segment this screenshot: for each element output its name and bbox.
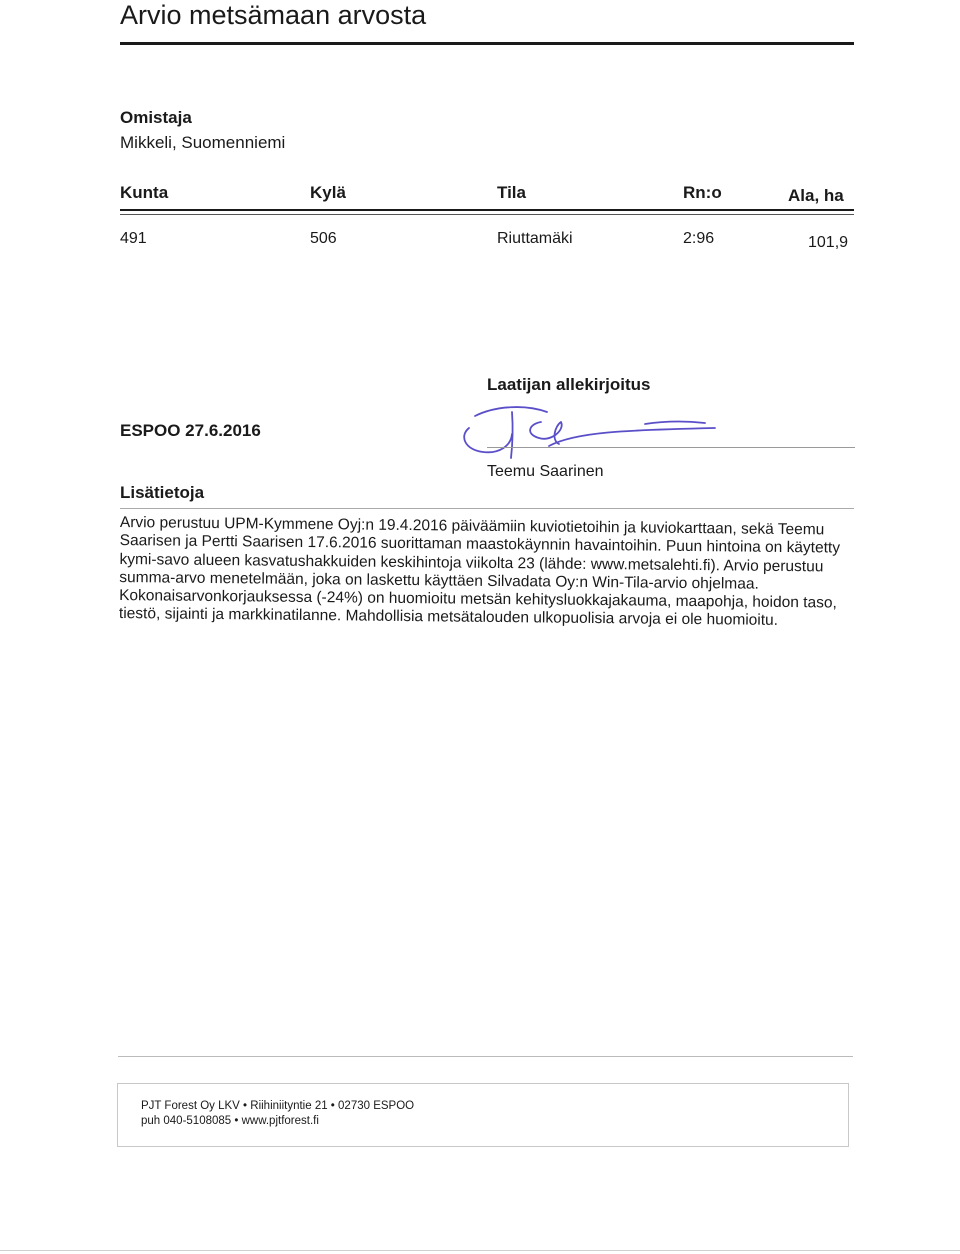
owner-heading: Omistaja bbox=[120, 108, 192, 127]
footer-contact: puh 040-5108085 • www.pjtforest.fi bbox=[141, 1115, 319, 1127]
value-ala: 101,9 bbox=[808, 234, 849, 251]
header-tila: Tila bbox=[497, 183, 526, 202]
value-kyla: 506 bbox=[310, 230, 337, 247]
handwritten-signature bbox=[455, 400, 745, 470]
value-rno: 2:96 bbox=[683, 230, 715, 247]
additional-info-text: Arvio perustuu UPM-Kymmene Oyj:n 19.4.2016 päiväämiin kuviotietoihin ja kuviokarttaan, sekä Teemu Saarisen ja Pertti Saarisen 17.6.2016 suorittaman maastokäynnin havaintoihin. Puun hintoina on käytetty kymi-savo alueen kasvatushakkuiden keskihintoja viikolta 23 (lähde: www.metsalehti.fi). Arvio perustuu summa-arvo menetelmään, joka on laskettu käyttäen Silvadata Oy:n Win-Tila-arvio ohjelmaa. Kokonaisarvonkorjauksessa (-24%) on huomioitu metsän kehitysluokkajakauma, maapohja, hoidon taso, tiestö, sijainti ja markkinatilanne. Mahdollisia metsätalouden ulkopuolisia arvoja ei ole huomioitu. bbox=[118, 514, 841, 630]
page-bottom-rule bbox=[0, 1250, 960, 1251]
value-tila: Riuttamäki bbox=[497, 230, 573, 247]
table-header-rule-thin bbox=[120, 214, 854, 215]
owner-value: Mikkeli, Suomenniemi bbox=[120, 133, 286, 152]
header-rno: Rn:o bbox=[683, 183, 722, 202]
header-kyla: Kylä bbox=[310, 183, 346, 202]
additional-info-heading: Lisätietoja bbox=[120, 483, 205, 502]
title-divider bbox=[120, 42, 854, 45]
footer-company-address: PJT Forest Oy LKV • Riihiniityntie 21 • 02730 ESPOO bbox=[141, 1100, 415, 1112]
additional-info-rule bbox=[120, 508, 854, 509]
table-header-rule bbox=[120, 209, 854, 211]
signature-line bbox=[487, 447, 855, 448]
signature-label: Laatijan allekirjoitus bbox=[487, 375, 651, 394]
header-kunta: Kunta bbox=[120, 183, 169, 202]
document-title: Arvio metsämaan arvosta bbox=[120, 0, 427, 30]
place-date: ESPOO 27.6.2016 bbox=[120, 421, 261, 440]
header-ala: Ala, ha bbox=[788, 186, 844, 205]
value-kunta: 491 bbox=[120, 230, 147, 247]
footer-rule bbox=[118, 1056, 853, 1057]
signer-name: Teemu Saarinen bbox=[487, 463, 604, 480]
